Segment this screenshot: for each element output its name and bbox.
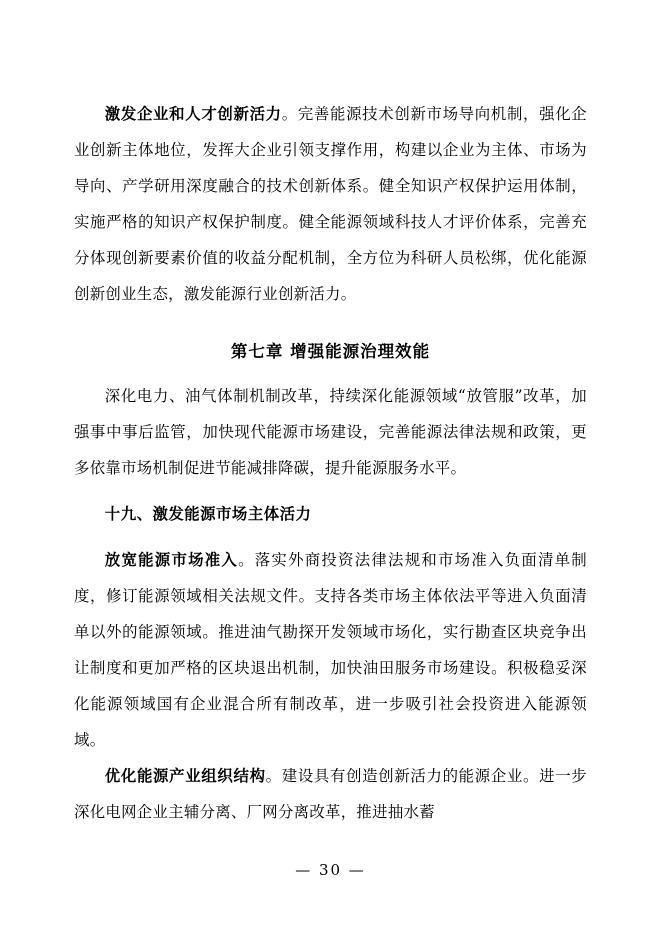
chapter-intro-paragraph: 深化电力、油气体制机制改革，持续深化能源领域“放管服”改革，加强事中事后监管，加快现代能源市场建设，完善能源法律法规和政策，更多依靠市场机制促进节能减排降碳，提升能源服务水平。 [74,387,587,477]
paragraph-lead-in: 优化能源产业组织结构 [104,767,266,785]
paragraph-body-text: 。落实外商投资法律法规和市场准入负面清单制度，修订能源领域相关法规文件。支持各类市场主体依法平等进入负面清单以外的能源领域。推进油气勘探开发领域市场化，实行勘查区块竞争出让制度和更加严格的区块退出机制，加快油田服务市场建设。积极稳妥深化能源领域国有企业混合所有制改革，进一步吸引社会投资进入能源领域。 [74,551,587,749]
page-number: — 30 — [295,861,366,879]
paragraph-body-text: 。完善能源技术创新市场导向机制，强化企业创新主体地位，发挥大企业引领支撑作用，构建以企业为主体、市场为导向、产学研用深度融合的技术创新体系。健全知识产权保护运用体制，实施严格的知识产权保护制度。健全能源领域科技人才评价体系，完善充分体现创新要素价值的收益分配机制，全方位为科研人员松绑，优化能源创新创业生态，激发能源行业创新活力。 [74,105,587,303]
paragraph-lead-in: 放宽能源市场准入 [104,551,239,569]
paragraph-lead-in: 激发企业和人才创新活力 [104,105,282,123]
paragraph-market-access [74,542,587,758]
chapter-heading: 第七章 增强能源治理效能 [230,342,431,361]
section-heading: 十九、激发能源市场主体活力 [104,505,312,523]
paragraph-body-text: 。建设具有创造创新活力的能源企业。进一步深化电网企业主辅分离、厂网分离改革，推进抽水蓄 [74,767,587,821]
paragraph-innovation-vitality [74,96,587,312]
paragraph-industry-structure [74,758,587,830]
